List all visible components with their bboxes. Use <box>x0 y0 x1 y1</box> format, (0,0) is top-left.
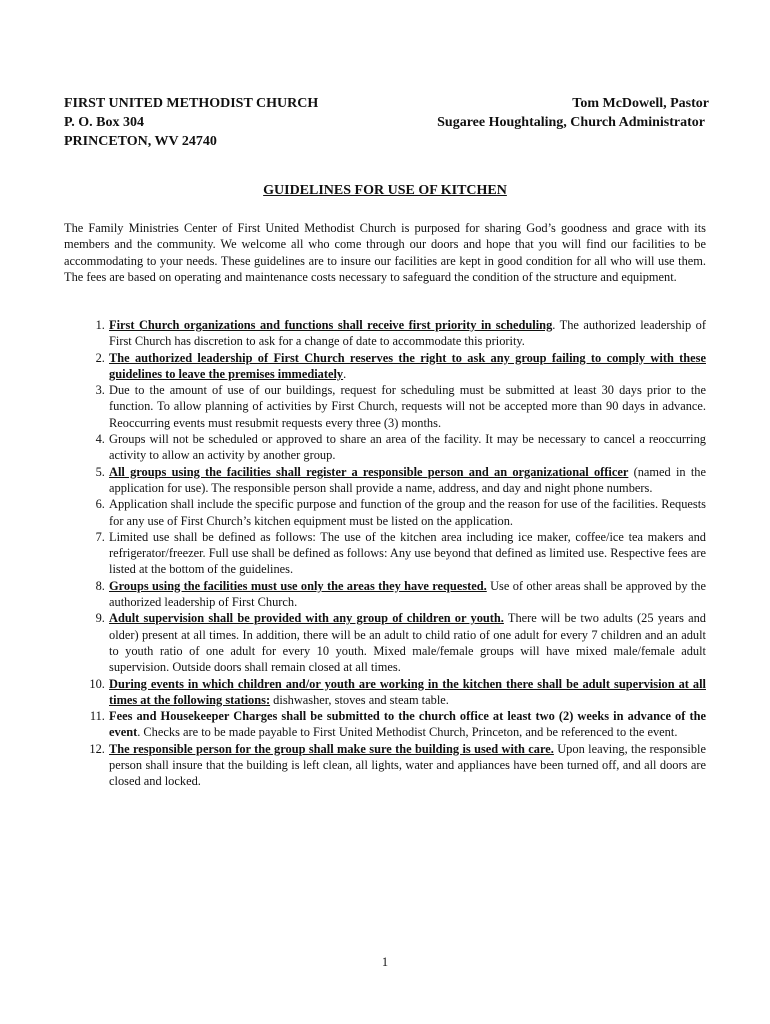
guideline-text: . The authorized leadership of First Church has discretion to ask for a change of date to accommodate this priority. <box>109 318 706 349</box>
guideline-text: . <box>343 366 347 381</box>
guideline-item <box>108 708 706 741</box>
city-state-zip: PRINCETON, WV 24740 <box>64 134 217 149</box>
guideline-text: Groups will not be scheduled or approved to share an area of the facility. It may be necessary to cancel a reoccurring activity to allow an activity by another group. <box>109 432 706 463</box>
guideline-text: Use of other areas shall be approved by the authorized leadership of First Church. <box>109 578 706 610</box>
guideline-emphasis: Groups using the facilities must use only the areas they have requested. <box>109 578 487 593</box>
guideline-item <box>108 496 706 529</box>
guideline-item <box>108 610 706 675</box>
staff-block <box>437 94 709 132</box>
page-number: 1 <box>381 955 389 969</box>
administrator-name: Sugaree Houghtaling, Church Administrator <box>437 115 705 130</box>
guideline-item <box>108 741 706 790</box>
guidelines-list <box>64 317 706 790</box>
guideline-emphasis: First Church organizations and functions shall receive first priority in scheduling <box>109 318 553 332</box>
guideline-text: Limited use shall be defined as follows: The use of the kitchen area including ice maker, coffee/ice tea makers and refrigerator/freezer. Full use shall be defined as follows: Any use beyond that defined as limited use. Respective fees are listed at the bottom of the guidelines. <box>109 529 706 577</box>
church-address-block <box>64 94 318 151</box>
intro-paragraph: The Family Ministries Center of First United Methodist Church is purposed for sharing God’s goodness and grace with its members and the community. We welcome all who come through our doors and hope that you will find our facilities to be accommodating to your needs. These guidelines are to insure our facilities are kept in good condition for all who will use them. The fees are based on operating and maintenance costs necessary to safeguard the condition of the structure and equipment. <box>64 221 706 284</box>
guideline-text: . Checks are to be made payable to First United Methodist Church, Princeton, and be referenced to the event. <box>137 725 678 740</box>
guideline-item <box>108 676 706 709</box>
guideline-item <box>108 382 706 431</box>
guideline-text: Due to the amount of use of our buildings, request for scheduling must be submitted at least 30 days prior to the function. To allow planning of activities by First Church, requests will not be accepted more than 90 days in advance. Reoccurring events must resubmit requests every three (3) months. <box>109 383 706 430</box>
guideline-emphasis: All groups using the facilities shall register a responsible person and an organizational officer <box>109 464 629 479</box>
guideline-emphasis: During events in which children and/or youth are working in the kitchen there shall be adult supervision at all times at the following stations: <box>109 676 706 707</box>
guideline-text: (named in the application for use). The responsible person shall provide a name, address, and day and night phone numbers. <box>109 464 706 495</box>
pastor-name: Tom McDowell, Pastor <box>572 96 709 111</box>
guideline-item <box>108 578 706 611</box>
guideline-text: dishwasher, stoves and steam table. <box>270 692 449 707</box>
guideline-item <box>108 529 706 578</box>
guideline-emphasis: Fees and Housekeeper Charges shall be submitted to the church office at least two (2) weeks in advance of the event <box>109 709 706 740</box>
guideline-emphasis: Adult supervision shall be provided with any group of children or youth. <box>109 611 504 626</box>
guideline-item <box>108 350 706 383</box>
guideline-emphasis: The authorized leadership of First Church reserves the right to ask any group failing to comply with these guidelines to leave the premises immediately <box>109 350 706 381</box>
guideline-item <box>108 464 706 497</box>
guideline-text: Upon leaving, the responsible person shall insure that the building is left clean, all lights, water and appliances have been turned off, and all doors are closed and locked. <box>109 741 706 789</box>
guideline-text: Application shall include the specific purpose and function of the group and the reason for use of the facilities. Requests for any use of First Church’s kitchen equipment must be listed on the application. <box>109 497 706 528</box>
guideline-item <box>108 431 706 464</box>
po-box: P. O. Box 304 <box>64 115 144 130</box>
guideline-emphasis: The responsible person for the group shall make sure the building is used with care. <box>109 741 554 756</box>
guideline-item <box>108 317 706 350</box>
church-name: FIRST UNITED METHODIST CHURCH <box>64 96 319 111</box>
document-title: GUIDELINES FOR USE OF KITCHEN <box>263 183 507 198</box>
guideline-text: There will be two adults (25 years and older) present at all times. In addition, there will be an adult to child ratio of one adult for every 7 children and an adult to youth ratio of one adult for every 10 youth. Mixed male/female groups will have mixed male/female adult supervision. Outside doors shall remain closed at all times. <box>109 611 707 675</box>
